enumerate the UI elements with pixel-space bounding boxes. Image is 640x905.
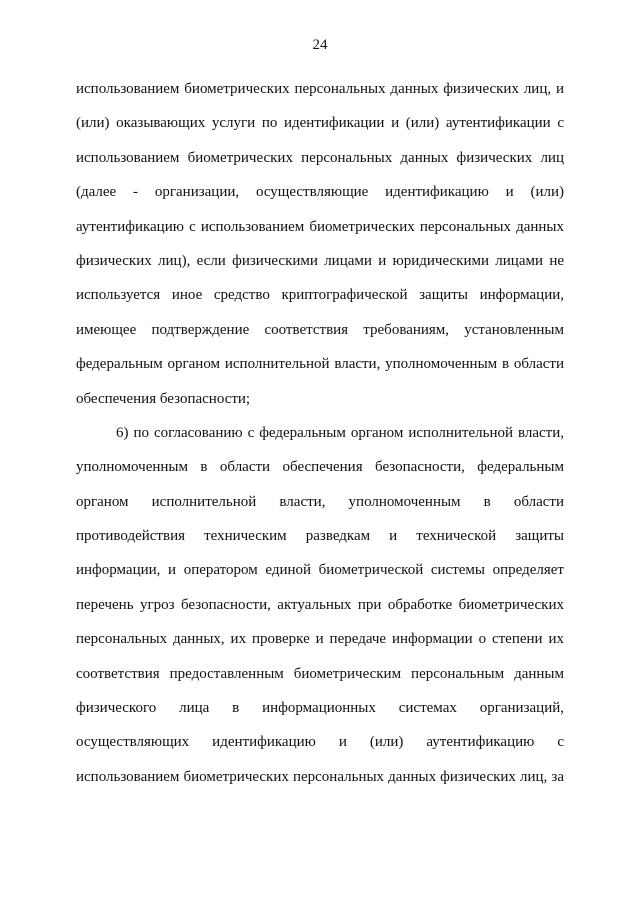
paragraph-1 xyxy=(76,72,564,416)
text-line: органом исполнительной власти, уполномоченным в области xyxy=(76,493,564,510)
text-line: персональных данных, их проверке и передаче информации о степени их xyxy=(76,631,564,648)
text-line: противодействия техническим разведкам и технической защиты xyxy=(76,528,564,545)
text-line: физических лиц), если физическими лицами и юридическими лицами не xyxy=(76,252,564,269)
text-line: имеющее подтверждение соответствия требованиям, установленным xyxy=(76,321,564,338)
text-line: использованием биометрических персональных данных физических лиц xyxy=(76,149,564,166)
document-body xyxy=(76,72,564,794)
page-number: 24 xyxy=(312,37,328,53)
text-line: физического лица в информационных системах организаций, xyxy=(76,700,564,717)
text-line: осуществляющих идентификацию и (или) аутентификацию с xyxy=(76,734,564,751)
text-line: используется иное средство криптографической защиты информации, xyxy=(76,287,564,304)
text-line: (или) оказывающих услуги по идентификации и (или) аутентификации с xyxy=(76,115,564,132)
paragraph-2 xyxy=(76,416,564,794)
text-line: (далее - организации, осуществляющие идентификацию и (или) xyxy=(76,184,564,201)
text-line: соответствия предоставленным биометрическим персональным данным xyxy=(76,665,564,682)
text-line: уполномоченным в области обеспечения безопасности, федеральным xyxy=(76,459,564,476)
text-line: 6) по согласованию с федеральным органом исполнительной власти, xyxy=(116,424,564,441)
text-line: обеспечения безопасности; xyxy=(76,390,251,407)
text-line: федеральным органом исполнительной власти, уполномоченным в области xyxy=(76,356,564,373)
text-line: перечень угроз безопасности, актуальных при обработке биометрических xyxy=(76,596,564,613)
text-line: информации, и оператором единой биометрической системы определяет xyxy=(76,562,564,579)
text-line: использованием биометрических персональных данных физических лиц, за xyxy=(76,768,564,785)
text-line: использованием биометрических персональных данных физических лиц, и xyxy=(76,81,564,97)
text-line: аутентификацию с использованием биометрических персональных данных xyxy=(76,218,564,235)
